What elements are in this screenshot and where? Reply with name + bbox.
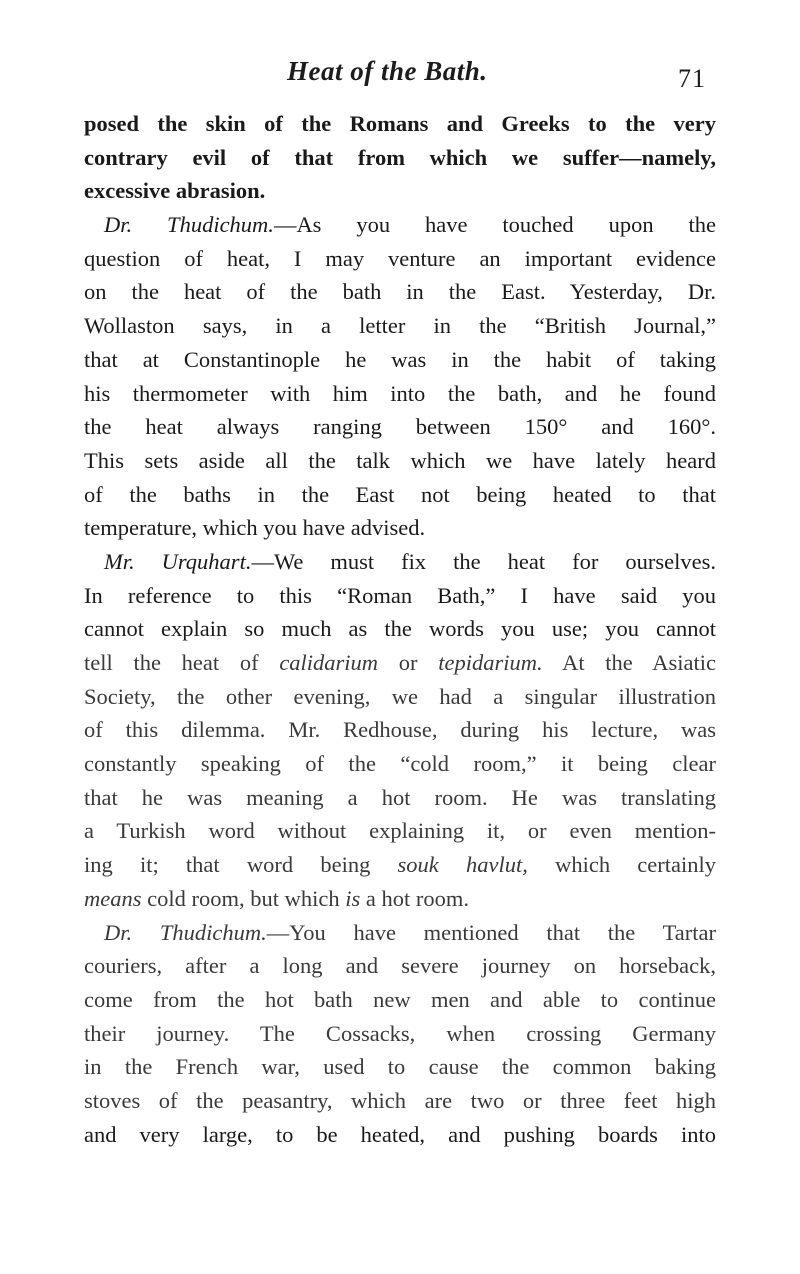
text-line xyxy=(84,1017,716,1051)
text-line xyxy=(84,1084,716,1118)
text-run: their journey. The Cossacks, when crossing Germany xyxy=(84,1020,716,1046)
text-run: This sets aside all the talk which we have lately heard xyxy=(84,447,716,473)
text-run: and very large, to be heated, and pushing boards into xyxy=(84,1121,716,1147)
text-line xyxy=(84,646,716,680)
running-header xyxy=(0,56,800,96)
text-run: come from the hot bath new men and able to continue xyxy=(84,986,716,1012)
text-line xyxy=(84,747,716,781)
text-run: a Turkish word without explaining it, or even mention- xyxy=(84,818,716,844)
text-line xyxy=(84,1050,716,1084)
text-line xyxy=(84,814,716,848)
text-line xyxy=(84,713,716,747)
text-run: in the French war, used to cause the common baking xyxy=(84,1054,716,1080)
text-line xyxy=(84,983,716,1017)
italic-text: calidarium xyxy=(279,650,379,675)
text-line xyxy=(84,949,716,983)
text-run: constantly speaking of the “cold room,” it being clear xyxy=(84,751,716,777)
text-line xyxy=(84,275,716,309)
text-run: that at Constantinople he was in the habit of taking xyxy=(84,346,716,372)
italic-text: tepidarium. xyxy=(438,650,543,675)
text-line xyxy=(84,410,716,444)
text-line xyxy=(84,579,716,613)
text-run: Society, the other evening, we had a singular illustration xyxy=(84,683,716,709)
text-run: a hot room. xyxy=(360,885,469,911)
text-line xyxy=(84,208,716,242)
text-line xyxy=(84,1118,716,1152)
text-run: —You have mentioned that the Tartar xyxy=(266,919,716,945)
text-line xyxy=(84,848,716,882)
text-line xyxy=(84,444,716,478)
text-line xyxy=(84,309,716,343)
text-line xyxy=(84,478,716,512)
italic-text: means xyxy=(84,885,142,911)
text-run: which certainly xyxy=(527,852,716,878)
text-run: tell the heat of xyxy=(84,650,280,675)
text-run: his thermometer with him into the bath, and he found xyxy=(84,380,716,406)
text-line xyxy=(84,781,716,815)
running-title: Heat of the Bath. xyxy=(287,56,488,86)
italic-text: is xyxy=(345,885,361,911)
text-run: that he was meaning a hot room. He was translating xyxy=(84,784,716,810)
text-line xyxy=(84,141,716,175)
text-run: the heat always ranging between 150° and 160°. xyxy=(84,414,716,440)
page-number: 71 xyxy=(678,64,706,93)
text-run: Wollaston says, in a letter in the “British Journal,” xyxy=(84,313,716,339)
text-run: of this dilemma. Mr. Redhouse, during his lecture, was xyxy=(84,717,716,743)
text-run: At the Asiatic xyxy=(542,650,716,675)
text-run: on the heat of the bath in the East. Yesterday, Dr. xyxy=(84,279,716,305)
text-line xyxy=(84,107,716,141)
text-run: question of heat, I may venture an important evidence xyxy=(84,245,716,271)
text-run: posed the skin of the Romans and Greeks to the very xyxy=(84,111,716,136)
italic-text: Mr. Urquhart. xyxy=(104,548,252,574)
text-run: cold room, but which xyxy=(141,885,346,911)
text-line xyxy=(84,916,716,950)
text-line xyxy=(84,680,716,714)
text-run: contrary evil of that from which we suffer—namely, xyxy=(84,144,716,170)
text-run: ing it; that word being xyxy=(84,852,398,878)
text-line xyxy=(84,545,716,579)
text-run: cannot explain so much as the words you use; you cannot xyxy=(84,616,716,642)
text-line xyxy=(84,882,716,916)
text-line xyxy=(84,174,716,208)
text-run: of the baths in the East not being heated to that xyxy=(84,481,716,507)
text-run: —We must fix the heat for ourselves. xyxy=(251,548,716,574)
text-line xyxy=(84,343,716,377)
italic-text: Dr. Thudichum. xyxy=(104,919,267,945)
text-run: temperature, which you have advised. xyxy=(84,515,426,541)
body-text xyxy=(84,107,716,1151)
italic-text: souk havlut, xyxy=(397,852,528,878)
text-line xyxy=(84,511,716,545)
text-run: stoves of the peasantry, which are two or three feet high xyxy=(84,1087,716,1113)
text-run: excessive abrasion. xyxy=(84,178,266,204)
text-run: or xyxy=(378,650,439,675)
text-run: couriers, after a long and severe journey on horseback, xyxy=(84,953,716,979)
text-line xyxy=(84,242,716,276)
text-line xyxy=(84,612,716,646)
italic-text: Dr. Thudichum. xyxy=(104,212,274,238)
text-run: In reference to this “Roman Bath,” I have said you xyxy=(84,582,716,608)
text-run: —As you have touched upon the xyxy=(273,212,716,238)
text-line xyxy=(84,377,716,411)
